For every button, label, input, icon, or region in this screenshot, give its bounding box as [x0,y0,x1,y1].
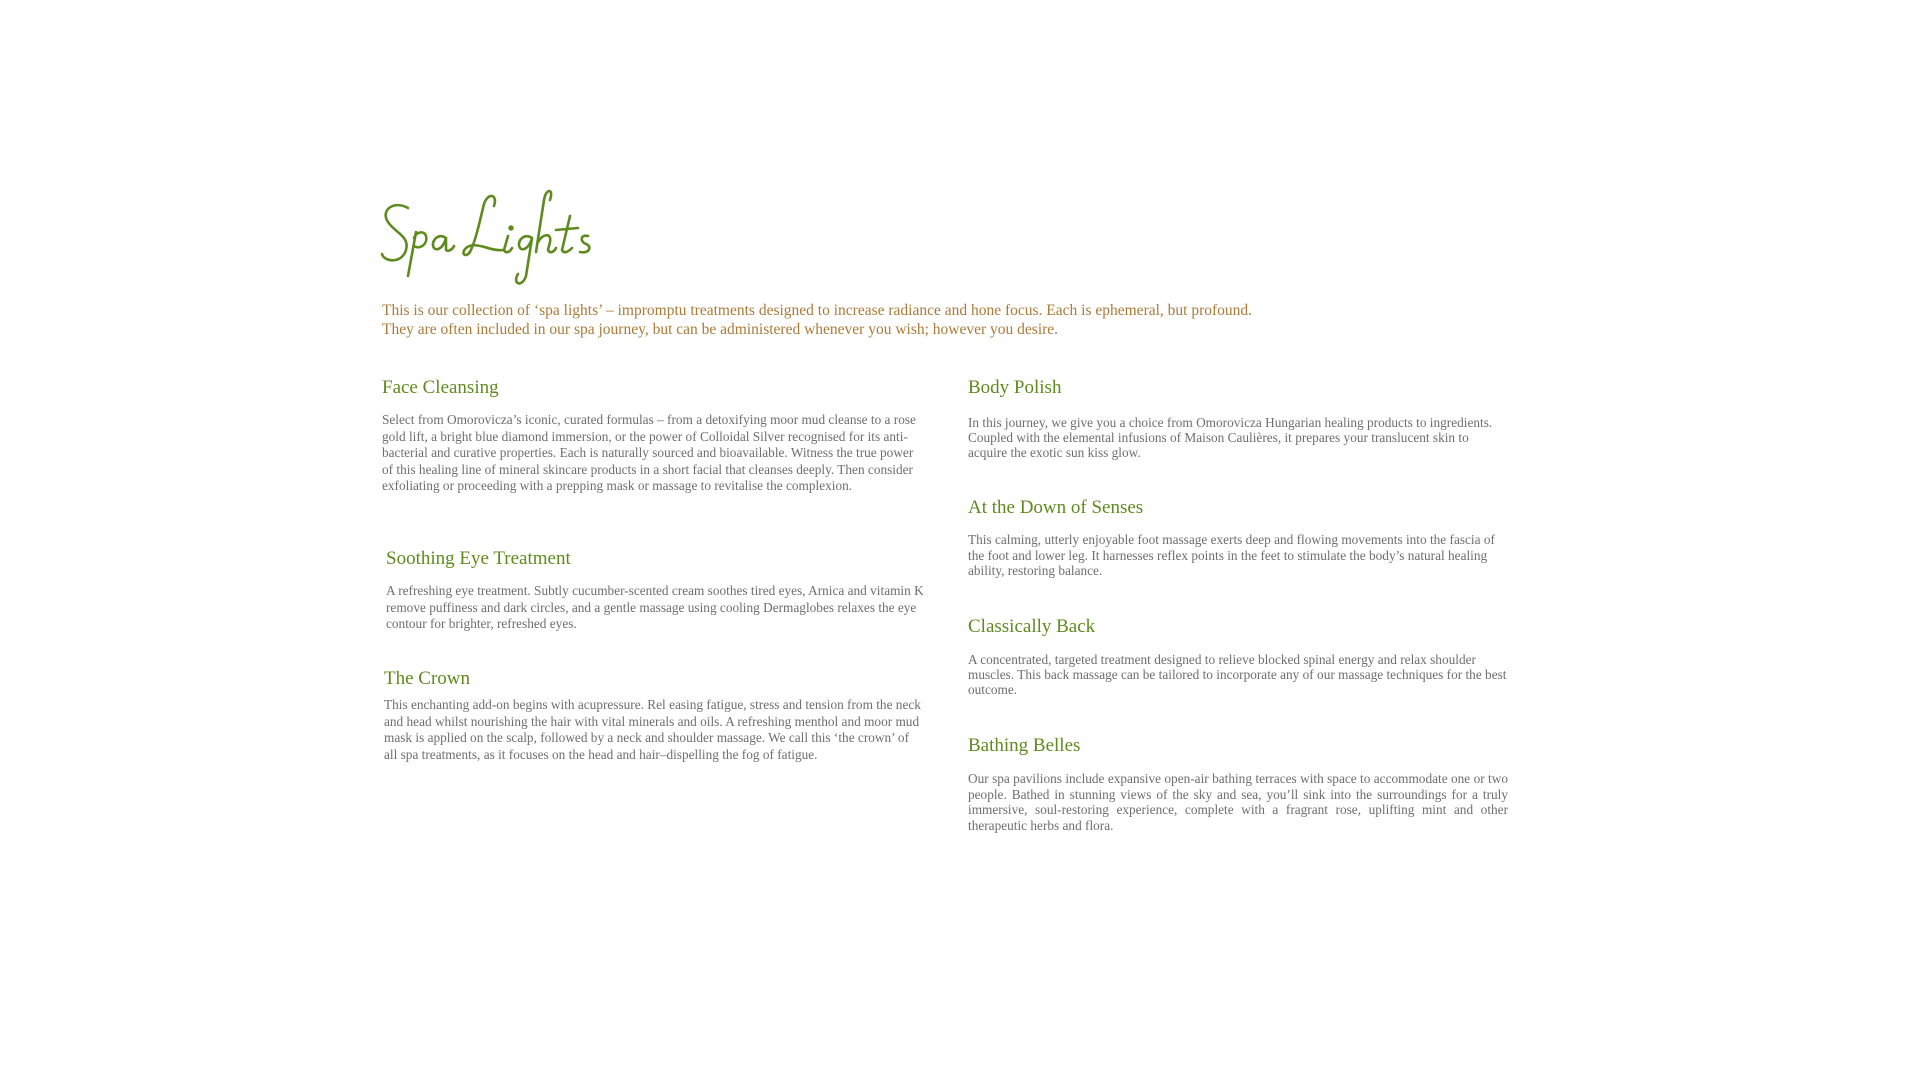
section-body: This calming, utterly enjoyable foot massage exerts deep and flowing movements into the fascia of the foot and lower leg. It harnesses reflex points in the feet to stimulate the body’s natural healing ability, restoring balance. [968,532,1495,579]
section-bathing-belles [968,735,1508,833]
intro-line-1: This is our collection of ‘spa lights’ – impromptu treatments designed to increase radiance and hone focus. Each is ephemeral, but profound. [382,302,1253,319]
section-body: Select from Omorovicza’s iconic, curated formulas – from a detoxifying moor mud cleanse to a rose gold lift, a bright blue diamond immersion, or the power of Colloidal Silver recognised for its anti-bacterial and curative properties. Each is naturally sourced and bioavailable. Witness the true power of this healing line of mineral skincare products in a short facial that cleanses deeply. Then consider exfoliating or proceeding with a prepping mask or massage to revitalise the complexion. [382,412,916,494]
section-heading: Face Cleansing [382,377,499,398]
spa-lights-logo [380,180,610,300]
page-title-script [380,180,610,300]
section-heading: Body Polish [968,377,1062,398]
section-body: A refreshing eye treatment. Subtly cucumber-scented cream soothes tired eyes, Arnica and vitamin K remove puffiness and dark circles, and a gentle massage using cooling Dermaglobes relaxes the eye contour for brighter, refreshed eyes. [386,583,924,632]
section-heading: Classically Back [968,616,1096,637]
section-body: In this journey, we give you a choice from Omorovicza Hungarian healing products to ingredients. Coupled with the elemental infusions of Maison Caulières, it prepares your translucent skin to acquire the exotic sun kiss glow. [968,415,1493,461]
section-body: Our spa pavilions include expansive open-air bathing terraces with space to accommodate one or two people. Bathed in stunning views of the sky and sea, you’ll sink into the surroundings for a truly immersive, soul-restoring experience, complete with a fragrant rose, uplifting mint and other therapeutic herbs and flora. [968,771,1508,833]
section-heading: Soothing Eye Treatment [386,548,571,569]
section-body: This enchanting add-on begins with acupressure. Rel easing fatigue, stress and tension from the neck and head whilst nourishing the hair with vital minerals and oils. A refreshing menthol and moor mud mask is applied on the scalp, followed by a neck and shoulder massage. We call this ‘the crown’ of all spa treatments, as it focuses on the head and hair–dispelling the fog of fatigue. [384,697,921,762]
section-at-the-down-of-senses [968,497,1508,579]
section-soothing-eye-treatment [386,548,926,633]
section-face-cleansing [382,377,922,495]
section-body-polish [968,377,1508,461]
section-heading: The Crown [384,668,471,689]
section-classically-back [968,616,1508,698]
section-body: A concentrated, targeted treatment designed to relieve blocked spinal energy and relax shoulder muscles. This back massage can be tailored to incorporate any of our massage techniques for the best outcome. [968,652,1507,698]
section-the-crown [384,668,924,763]
section-heading: At the Down of Senses [968,497,1144,518]
section-heading: Bathing Belles [968,735,1081,756]
intro-line-2: They are often included in our spa journey, but can be administered whenever you wish; however you desire. [382,320,1059,338]
intro-text [382,302,1482,339]
